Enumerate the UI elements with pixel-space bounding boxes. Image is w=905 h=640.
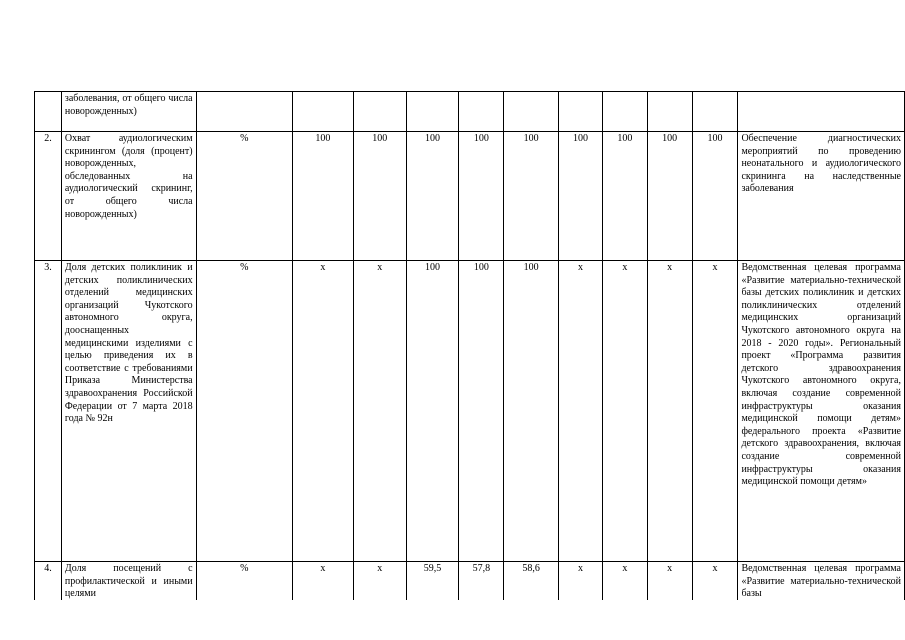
value-cell: х: [293, 261, 354, 562]
value-cell: 57,8: [459, 562, 504, 602]
value-cell: [692, 92, 738, 132]
table-row: [35, 92, 905, 132]
value-cell: х: [647, 261, 692, 562]
value-cell: 100: [459, 261, 504, 562]
value-cell: [293, 92, 354, 132]
unit-cell: [196, 92, 292, 132]
value-cell: 100: [353, 132, 406, 261]
value-cell: х: [692, 261, 738, 562]
value-cell: х: [559, 562, 603, 602]
indicators-table: [34, 91, 905, 602]
note-cell: Ведомственная целевая программа «Развитие материально-технической базы детских поликлиник и детских поликлинических отделений медицинских организаций Чукотского автономного округа на 2018 - 2020 годы». Региональный проект «Программа развития детского здравоохранения Чукотского автономного округа, включая создание современной инфраструктуры оказания медицинской помощи детям» федерального проекта «Развитие детского здравоохранения, включая создание современной инфраструктуры оказания медицинской помощи детям»: [738, 261, 905, 562]
note-cell: Ведомственная целевая программа «Развитие материально-технической базы: [738, 562, 905, 602]
note-cell: [738, 92, 905, 132]
value-cell: 100: [559, 132, 603, 261]
value-cell: х: [293, 562, 354, 602]
row-number: [35, 92, 62, 132]
value-cell: 100: [504, 132, 559, 261]
row-number: 3.: [35, 261, 62, 562]
value-cell: х: [602, 562, 647, 602]
indicator-name: заболевания, от общего числа новорожденных): [61, 92, 196, 132]
value-cell: 58,6: [504, 562, 559, 602]
row-number: 2.: [35, 132, 62, 261]
indicator-name: Доля посещений с профилактической и иными целями: [61, 562, 196, 602]
value-cell: 59,5: [406, 562, 459, 602]
unit-cell: %: [196, 261, 292, 562]
value-cell: [406, 92, 459, 132]
value-cell: х: [353, 562, 406, 602]
value-cell: х: [647, 562, 692, 602]
indicator-name: Доля детских поликлиник и детских поликлинических отделений медицинских организаций Чукотского автономного округа, дооснащенных медицинскими изделиями с целью приведения их в соответствие с требованиями Приказа Министерства здравоохранения Российской Федерации от 7 марта 2018 года № 92н: [61, 261, 196, 562]
page-bottom-margin: [0, 600, 905, 640]
value-cell: [559, 92, 603, 132]
value-cell: 100: [692, 132, 738, 261]
table-row: [35, 132, 905, 261]
value-cell: [647, 92, 692, 132]
value-cell: 100: [293, 132, 354, 261]
note-cell: Обеспечение диагностических мероприятий по проведению неонатального и аудиологического скрининга на наследственные заболевания: [738, 132, 905, 261]
value-cell: 100: [406, 132, 459, 261]
value-cell: [504, 92, 559, 132]
value-cell: х: [559, 261, 603, 562]
value-cell: х: [602, 261, 647, 562]
value-cell: [353, 92, 406, 132]
value-cell: 100: [647, 132, 692, 261]
row-number: 4.: [35, 562, 62, 602]
unit-cell: %: [196, 562, 292, 602]
value-cell: 100: [504, 261, 559, 562]
value-cell: [459, 92, 504, 132]
value-cell: х: [353, 261, 406, 562]
value-cell: х: [692, 562, 738, 602]
value-cell: 100: [602, 132, 647, 261]
unit-cell: %: [196, 132, 292, 261]
table-row: [35, 261, 905, 562]
table-row: [35, 562, 905, 602]
indicator-name: Охват аудиологическим скринингом (доля (процент) новорожденных, обследованных на аудиологический скрининг, от общего числа новорожденных): [61, 132, 196, 261]
value-cell: 100: [406, 261, 459, 562]
value-cell: 100: [459, 132, 504, 261]
value-cell: [602, 92, 647, 132]
